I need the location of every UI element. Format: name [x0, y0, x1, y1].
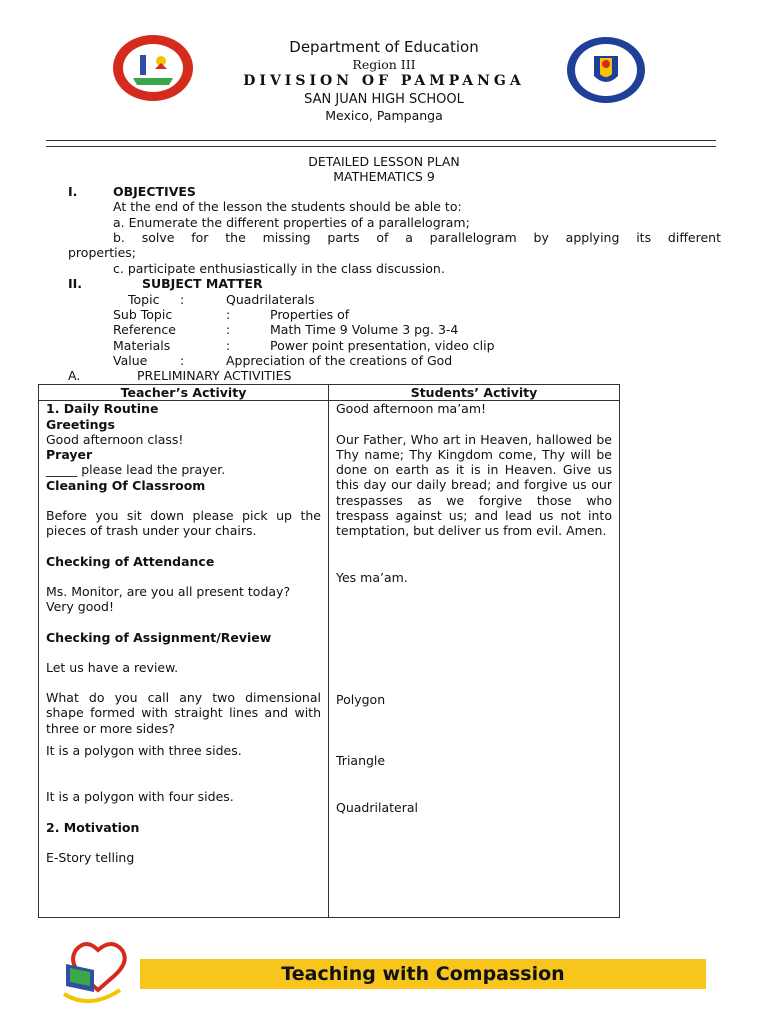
three-sides-line: It is a polygon with three sides. [46, 743, 242, 759]
four-sides-line: It is a polygon with four sides. [46, 789, 234, 805]
spacer [46, 675, 321, 690]
preliminary-number: A. [68, 368, 81, 383]
spacer [46, 569, 321, 584]
prayer-heading: Prayer [46, 447, 93, 463]
division-label: DIVISION OF PAMPANGA [243, 73, 525, 89]
spacer [46, 805, 321, 820]
topic-colon: : [180, 292, 185, 307]
attendance-line: Ms. Monitor, are you all present today? [46, 583, 291, 599]
materials-value: Power point presentation, video clip [270, 338, 495, 353]
spacer [46, 615, 321, 630]
header-divider-bottom [46, 146, 716, 147]
student-quadrilateral: Quadrilateral [336, 799, 418, 815]
subject-matter-number: II. [68, 276, 83, 291]
students-activity-cell [329, 401, 620, 918]
review-line: Let us have a review. [46, 659, 179, 675]
spacer [336, 417, 612, 432]
school-name: SAN JUAN HIGH SCHOOL [304, 92, 464, 107]
footer-banner: Teaching with Compassion [140, 959, 706, 989]
spacer [46, 645, 321, 660]
subtopic-label: Sub Topic [113, 307, 173, 322]
very-good-line: Very good! [46, 599, 114, 615]
objectives-number: I. [68, 184, 78, 199]
greetings-heading: Greetings [46, 416, 115, 432]
prayer-line: _____ please lead the prayer. [46, 462, 226, 478]
subject-matter-heading: SUBJECT MATTER [142, 276, 263, 291]
topic-label: Topic [128, 292, 160, 307]
daily-routine-heading: 1. Daily Routine [46, 401, 159, 417]
school-address: Mexico, Pampanga [325, 108, 443, 123]
reference-colon: : [226, 322, 231, 337]
teacher-activity-cell [39, 401, 329, 918]
student-polygon: Polygon [336, 691, 386, 707]
spacer [336, 707, 612, 753]
value-label: Value [113, 353, 148, 368]
estory-line: E-Story telling [46, 849, 135, 865]
value-value: Appreciation of the creations of God [226, 353, 453, 368]
region-label: Region III [352, 57, 416, 72]
value-colon: : [180, 353, 185, 368]
spacer [46, 493, 321, 508]
assignment-heading: Checking of Assignment/Review [46, 629, 272, 645]
reference-value: Math Time 9 Volume 3 pg. 3-4 [270, 322, 459, 337]
objective-b-line2: properties; [68, 245, 136, 260]
activities-table [38, 384, 620, 918]
student-triangle: Triangle [336, 753, 386, 769]
deped-footer-logo [60, 940, 134, 1010]
motivation-heading: 2. Motivation [46, 819, 140, 835]
topic-value: Quadrilaterals [226, 292, 315, 307]
spacer [336, 769, 612, 800]
department-title: Department of Education [289, 38, 479, 56]
lesson-plan-subject: MATHEMATICS 9 [333, 169, 435, 184]
student-greeting: Good afternoon ma’am! [336, 401, 487, 417]
spacer [46, 539, 321, 554]
student-prayer: Our Father, Who art in Heaven, hallowed be Thy name; Thy Kingdom come, Thy will be done on earth as it is in Heaven. Give us this day our daily bread; and forgive us our trespasses as we forgive those who trespass against us; and lead us not into temptation, but deliver us from evil. Amen. [336, 431, 612, 539]
greeting-line: Good afternoon class! [46, 431, 184, 447]
reference-label: Reference [113, 322, 176, 337]
spacer [46, 736, 321, 743]
students-activity-header: Students’ Activity [329, 385, 620, 401]
student-yes: Yes ma’am. [336, 569, 408, 585]
cleaning-line: Before you sit down please pick up the pieces of trash under your chairs. [46, 508, 321, 539]
objective-c: c. participate enthusiastically in the class discussion. [113, 261, 445, 276]
cleaning-heading: Cleaning Of Classroom [46, 477, 206, 493]
objectives-intro: At the end of the lesson the students should be able to: [113, 199, 462, 214]
lesson-plan-title: DETAILED LESSON PLAN [308, 154, 460, 169]
header-divider-top [46, 140, 716, 141]
spacer [336, 539, 612, 570]
materials-colon: : [226, 338, 231, 353]
spacer [46, 835, 321, 850]
objective-b-text: b. solve for the missing parts of a parallelogram by applying its different [113, 230, 721, 245]
objective-a: a. Enumerate the different properties of a parallelogram; [113, 215, 470, 230]
preliminary-heading: PRELIMINARY ACTIVITIES [137, 368, 292, 383]
spacer [46, 758, 321, 789]
attendance-heading: Checking of Attendance [46, 553, 215, 569]
materials-label: Materials [113, 338, 171, 353]
teacher-activity-header: Teacher’s Activity [39, 385, 329, 401]
subtopic-colon: : [226, 307, 231, 322]
objective-b-line1 [113, 230, 721, 245]
subtopic-value: Properties of [270, 307, 350, 322]
spacer [336, 585, 612, 692]
polygon-question: What do you call any two dimensional shape formed with straight lines and with three or more sides? [46, 690, 321, 736]
objectives-heading: OBJECTIVES [113, 184, 196, 199]
